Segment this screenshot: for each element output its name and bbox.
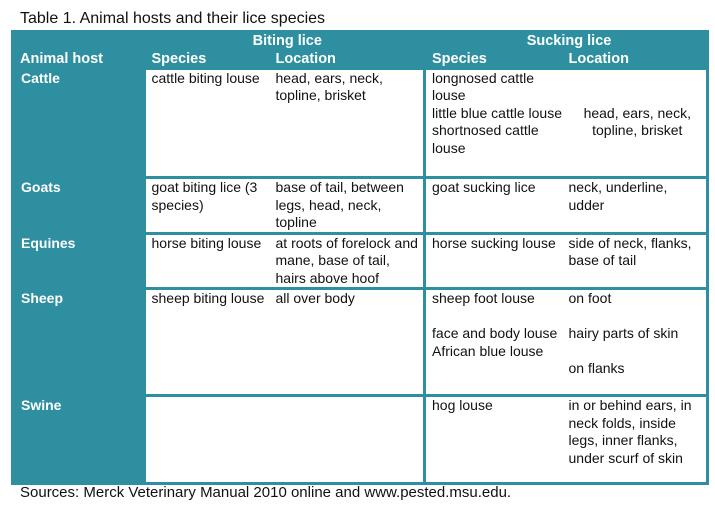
- header-biting-lice: Biting lice: [146, 32, 425, 51]
- cattle-biting-location: head, ears, neck, topline, brisket: [270, 70, 425, 178]
- host-goats: Goats: [13, 178, 146, 234]
- goats-sucking-location: neck, underline, udder: [563, 178, 708, 234]
- sheep-sucking-location: [563, 289, 708, 396]
- cattle-sucking-species: [425, 70, 563, 178]
- goats-sucking-species: goat sucking lice: [425, 178, 563, 234]
- header-biting-location: Location: [270, 51, 425, 70]
- sheep-biting-species: sheep biting louse: [146, 289, 270, 396]
- cattle-sucking-species-3: shortnosed cattle louse: [432, 122, 539, 156]
- swine-sucking-species: hog louse: [425, 396, 563, 484]
- host-equines: Equines: [13, 233, 146, 289]
- cattle-sucking-species-1: longnosed cattle louse: [432, 69, 534, 103]
- sheep-sucking-location-2: hairy parts of skin: [568, 325, 679, 341]
- goats-biting-species: goat biting lice (3 species): [146, 178, 270, 234]
- header-sucking-species: Species: [425, 51, 563, 70]
- sheep-sucking-location-1: on foot: [568, 290, 612, 306]
- header-row-groups: [13, 32, 708, 51]
- lice-table: [11, 30, 709, 485]
- equines-biting-location: at roots of forelock and mane, base of tail, hairs above hoof: [270, 233, 425, 289]
- cattle-sucking-species-2: little blue cattle louse: [432, 104, 562, 121]
- table-row-equines: [13, 233, 708, 289]
- sheep-sucking-species-2: face and body louse: [432, 325, 558, 341]
- header-row-columns: [13, 51, 708, 70]
- sheep-sucking-species-1: sheep foot louse: [432, 290, 535, 306]
- sheep-sucking-location-gap-2: [569, 343, 707, 361]
- sheep-sucking-species: [425, 289, 563, 396]
- header-sucking-lice: Sucking lice: [425, 32, 708, 51]
- table-row-goats: [13, 178, 708, 234]
- table-row-cattle: [13, 70, 708, 178]
- table-row-sheep: [13, 289, 708, 396]
- sheep-sucking-species-gap: [432, 308, 563, 326]
- equines-sucking-location: side of neck, flanks, base of tail: [563, 233, 708, 289]
- host-cattle: Cattle: [13, 70, 146, 178]
- cattle-biting-species: cattle biting louse: [146, 70, 270, 178]
- sheep-biting-location: all over body: [270, 289, 425, 396]
- swine-biting-location: [270, 396, 425, 484]
- sheep-sucking-location-3: on flanks: [568, 360, 625, 376]
- equines-biting-species: horse biting louse: [146, 233, 270, 289]
- equines-sucking-species: horse sucking louse: [425, 233, 563, 289]
- table-caption: Table 1. Animal hosts and their lice species: [20, 10, 326, 27]
- header-biting-species: Species: [146, 51, 270, 70]
- table-row-swine: [13, 396, 708, 484]
- host-sheep: Sheep: [13, 289, 146, 396]
- header-sucking-location: Location: [563, 51, 708, 70]
- header-animal-host: Animal host: [13, 51, 146, 70]
- sheep-sucking-location-gap: [569, 308, 707, 326]
- swine-sucking-location: in or behind ears, in neck folds, inside legs, inner flanks, under scurf of skin: [563, 396, 708, 484]
- cattle-sucking-location: head, ears, neck, topline, brisket: [563, 70, 708, 178]
- swine-biting-species: [146, 396, 270, 484]
- header-blank: [13, 32, 146, 51]
- table-source-note: Sources: Merck Veterinary Manual 2010 online and www.pested.msu.edu.: [20, 484, 512, 501]
- goats-biting-location: base of tail, between legs, head, neck, topline: [270, 178, 425, 234]
- sheep-sucking-species-3: African blue louse: [432, 342, 544, 359]
- host-swine: Swine: [13, 396, 146, 484]
